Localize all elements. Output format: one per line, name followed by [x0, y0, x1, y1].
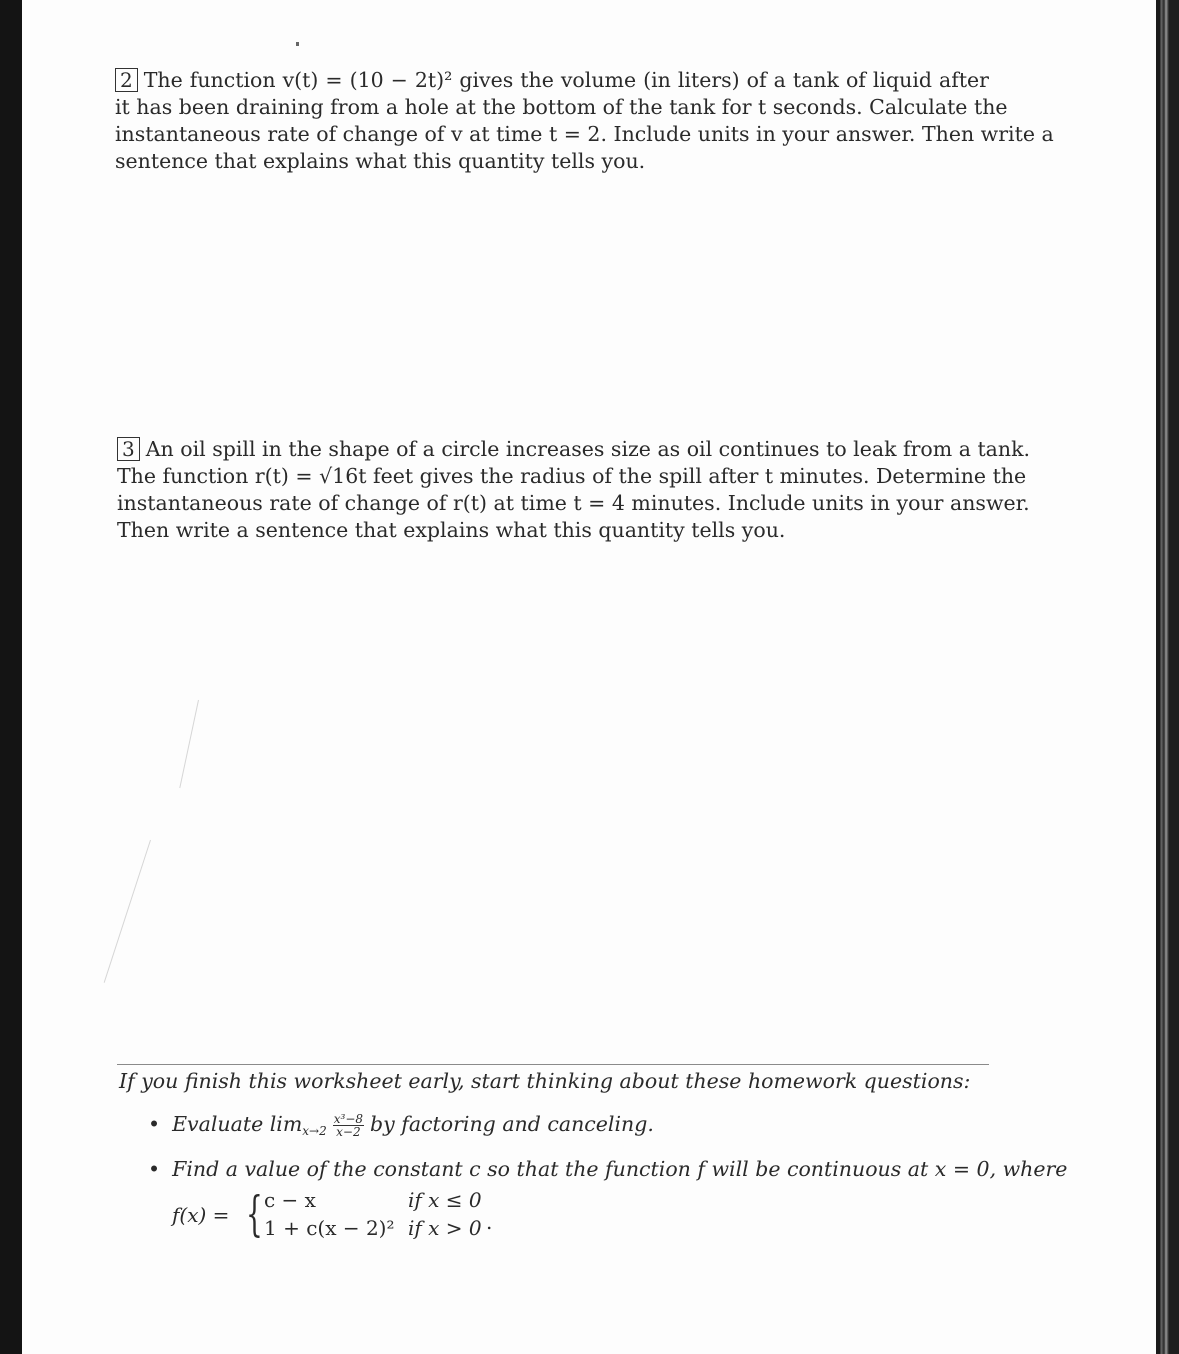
worksheet-page — [22, 0, 1156, 1354]
problem-3 — [117, 436, 1031, 544]
problem-number-box: 3 — [117, 437, 140, 461]
problem-3-line-3: instantaneous rate of change of r(t) at time t = 4 minutes. Include units in your answer. — [117, 491, 1030, 515]
problem-2-line-4: sentence that explains what this quantity tells you. — [115, 149, 646, 173]
problem-2-line-2: it has been draining from a hole at the bottom of the tank for t seconds. Calculate the — [115, 95, 1008, 119]
problem-3-line-2: The function r(t) = √16t feet gives the radius of the spill after t minutes. Determine the — [117, 464, 1027, 488]
limit-label: Evaluate lim — [172, 1112, 303, 1136]
function-label: f(x) = — [172, 1203, 230, 1227]
homework-intro: If you finish this worksheet early, start thinking about these homework questions: — [119, 1069, 971, 1093]
homework-bullet-2 — [148, 1157, 1067, 1181]
limit-fraction — [333, 1113, 364, 1138]
case-2-expression: 1 + c(x − 2)² — [264, 1216, 395, 1240]
problem-3-line-4: Then write a sentence that explains what this quantity tells you. — [117, 518, 786, 542]
case-1-condition: if x ≤ 0 — [408, 1188, 482, 1212]
bullet-dot: • — [148, 1157, 161, 1181]
stray-mark — [296, 42, 299, 46]
problem-2-line-1 — [115, 67, 989, 94]
problem-number-box: 2 — [115, 68, 138, 92]
piecewise-brace: { — [246, 1186, 263, 1242]
section-divider — [117, 1064, 989, 1065]
bullet-dot: • — [148, 1112, 161, 1136]
fraction-denominator: x−2 — [336, 1125, 361, 1139]
problem-3-line-1 — [117, 436, 1031, 463]
case-2-period: . — [486, 1210, 493, 1234]
limit-subscript: x→2 — [302, 1124, 327, 1138]
case-2-condition: if x > 0 — [408, 1216, 482, 1240]
fraction-numerator: x³−8 — [333, 1112, 364, 1126]
bullet-1-suffix: by factoring and canceling. — [370, 1112, 654, 1136]
page-edge — [1156, 0, 1179, 1354]
problem-2-text-1: The function v(t) = (10 − 2t)² gives the volume (in liters) of a tank of liquid after — [143, 68, 989, 92]
problem-3-text-1: An oil spill in the shape of a circle increases size as oil continues to leak from a tank. — [145, 437, 1031, 461]
case-1-expression: c − x — [264, 1188, 316, 1212]
bullet-2-text: Find a value of the constant c so that the function f will be continuous at x = 0, where — [172, 1157, 1068, 1181]
homework-bullet-1 — [148, 1112, 654, 1138]
problem-2-line-3: instantaneous rate of change of v at time t = 2. Include units in your answer. Then write a — [115, 122, 1054, 146]
problem-2 — [115, 67, 1054, 175]
